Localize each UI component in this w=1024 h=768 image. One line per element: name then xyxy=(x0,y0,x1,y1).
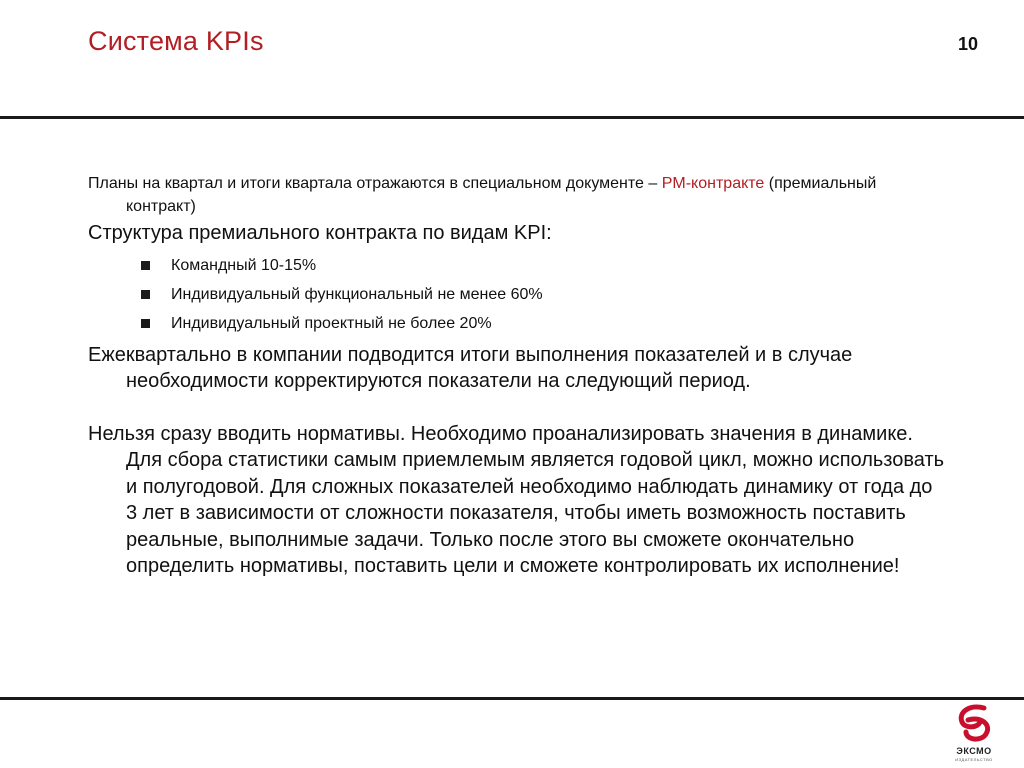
pm-contract-text: Планы на квартал и итоги квартала отражаются в специальном документе – xyxy=(88,175,662,192)
bottom-divider xyxy=(0,697,1024,700)
bullet-square-icon xyxy=(141,290,150,299)
top-divider xyxy=(0,116,1024,119)
list-item xyxy=(140,251,948,280)
norms-paragraph: Нельзя сразу вводить нормативы. Необходимо проанализировать значения в динамике. Для сбора статистики самым приемлемым является годовой цикл, можно использовать и полугодовой. Для сложных показателей необходимо наблюдать динамику от года до 3 лет в зависимости от сложности показателя, чтобы иметь возможность поставить реальные, выполнимые задачи. Только после этого вы сможете окончательно определить нормативы, поставить цели и сможете контролировать их исполнение! xyxy=(88,422,945,577)
pm-contract-highlight: PM-контракте xyxy=(661,175,765,192)
structure-heading: Структура премиального контракта по видам KPI: xyxy=(88,222,552,244)
quarterly-review-paragraph: Ежеквартально в компании подводится итоги выполнения показателей и в случае необходимости корректируются показатели на следующий период. xyxy=(88,343,853,392)
page-number: 10 xyxy=(957,34,978,54)
list-item-label: Индивидуальный функциональный не менее 60% xyxy=(171,285,543,303)
bullet-square-icon xyxy=(141,261,150,270)
slide-body xyxy=(88,172,948,580)
logo-wordmark: ЭКСМО xyxy=(956,746,992,756)
pm-contract-paragraph xyxy=(88,172,948,218)
slide-title: Система KPIs xyxy=(88,26,264,56)
kpi-type-list xyxy=(88,251,948,338)
list-item-label: Командный 10-15% xyxy=(171,256,317,274)
list-item xyxy=(140,280,948,309)
bullet-square-icon xyxy=(141,319,150,328)
logo-subtitle: ИЗДАТЕЛЬСТВО xyxy=(955,757,993,762)
list-item-label: Индивидуальный проектный не более 20% xyxy=(171,314,492,332)
list-item xyxy=(140,309,948,338)
pm-contract-note: (премиальный контракт) xyxy=(126,175,877,215)
